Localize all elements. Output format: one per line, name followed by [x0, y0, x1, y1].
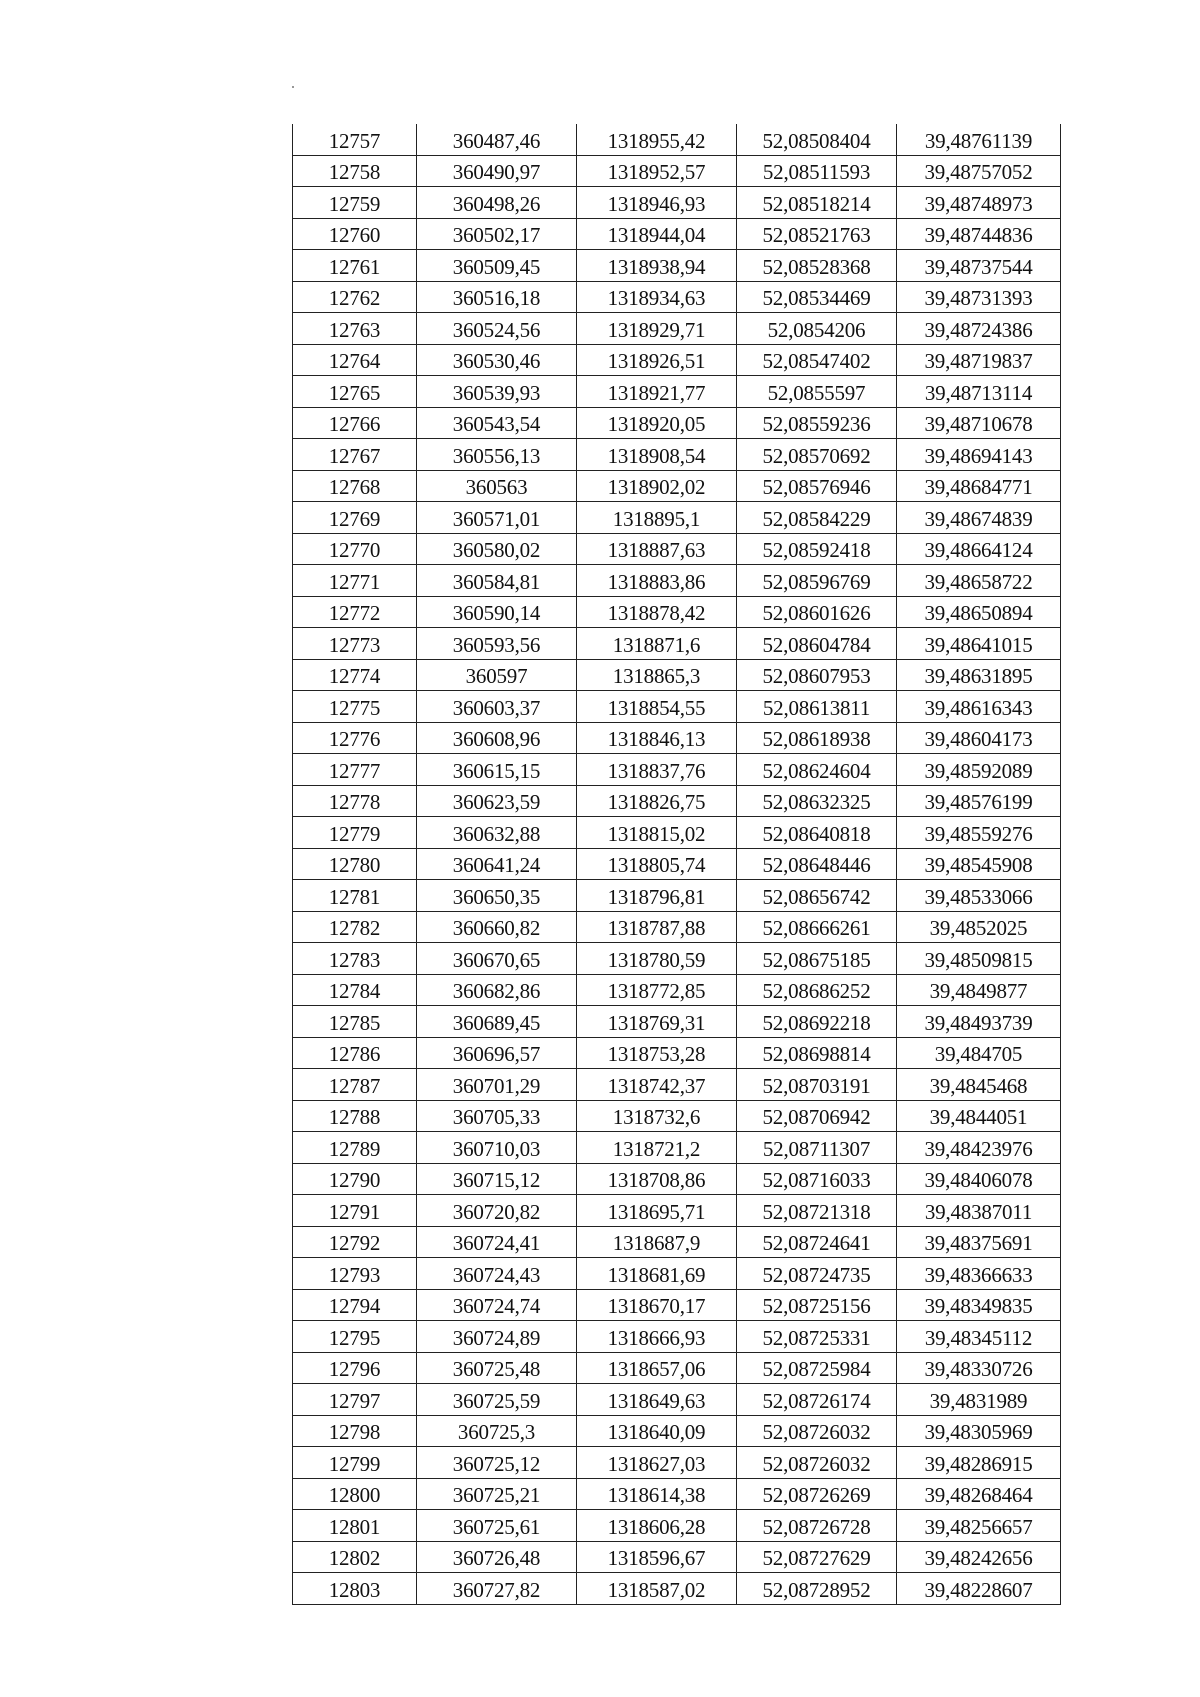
table-row [293, 1069, 1061, 1101]
table-row [293, 250, 1061, 282]
x-coordinate-cell: 360727,82 [417, 1573, 577, 1605]
point-number-cell: 12767 [293, 439, 417, 471]
longitude-cell: 39,484705 [897, 1037, 1061, 1069]
y-coordinate-cell: 1318614,38 [577, 1478, 737, 1510]
point-number-cell: 12762 [293, 281, 417, 313]
point-number-cell: 12768 [293, 470, 417, 502]
x-coordinate-cell: 360725,59 [417, 1384, 577, 1416]
latitude-cell: 52,08726032 [737, 1447, 897, 1479]
point-number-cell: 12759 [293, 187, 417, 219]
y-coordinate-cell: 1318732,6 [577, 1100, 737, 1132]
longitude-cell: 39,48256657 [897, 1510, 1061, 1542]
longitude-cell: 39,48748973 [897, 187, 1061, 219]
y-coordinate-cell: 1318787,88 [577, 911, 737, 943]
latitude-cell: 52,08726269 [737, 1478, 897, 1510]
coordinates-table [292, 124, 1061, 1605]
latitude-cell: 52,08716033 [737, 1163, 897, 1195]
table-row [293, 628, 1061, 660]
latitude-cell: 52,08648446 [737, 848, 897, 880]
longitude-cell: 39,48737544 [897, 250, 1061, 282]
table-row [293, 1415, 1061, 1447]
point-number-cell: 12795 [293, 1321, 417, 1353]
latitude-cell: 52,08584229 [737, 502, 897, 534]
x-coordinate-cell: 360725,12 [417, 1447, 577, 1479]
point-number-cell: 12798 [293, 1415, 417, 1447]
y-coordinate-cell: 1318887,63 [577, 533, 737, 565]
longitude-cell: 39,48713114 [897, 376, 1061, 408]
longitude-cell: 39,48345112 [897, 1321, 1061, 1353]
table-row [293, 911, 1061, 943]
longitude-cell: 39,48375691 [897, 1226, 1061, 1258]
longitude-cell: 39,48423976 [897, 1132, 1061, 1164]
latitude-cell: 52,08706942 [737, 1100, 897, 1132]
longitude-cell: 39,48559276 [897, 817, 1061, 849]
latitude-cell: 52,08576946 [737, 470, 897, 502]
table-row [293, 817, 1061, 849]
y-coordinate-cell: 1318708,86 [577, 1163, 737, 1195]
latitude-cell: 52,08534469 [737, 281, 897, 313]
y-coordinate-cell: 1318846,13 [577, 722, 737, 754]
table-row [293, 1006, 1061, 1038]
longitude-cell: 39,4849877 [897, 974, 1061, 1006]
point-number-cell: 12777 [293, 754, 417, 786]
longitude-cell: 39,48592089 [897, 754, 1061, 786]
point-number-cell: 12778 [293, 785, 417, 817]
y-coordinate-cell: 1318606,28 [577, 1510, 737, 1542]
x-coordinate-cell: 360498,26 [417, 187, 577, 219]
point-number-cell: 12787 [293, 1069, 417, 1101]
point-number-cell: 12773 [293, 628, 417, 660]
table-row [293, 533, 1061, 565]
x-coordinate-cell: 360725,48 [417, 1352, 577, 1384]
y-coordinate-cell: 1318796,81 [577, 880, 737, 912]
x-coordinate-cell: 360487,46 [417, 124, 577, 155]
longitude-cell: 39,48545908 [897, 848, 1061, 880]
table-row [293, 124, 1061, 155]
point-number-cell: 12782 [293, 911, 417, 943]
coordinates-table-container [292, 124, 1060, 1605]
y-coordinate-cell: 1318837,76 [577, 754, 737, 786]
longitude-cell: 39,48674839 [897, 502, 1061, 534]
latitude-cell: 52,08725331 [737, 1321, 897, 1353]
x-coordinate-cell: 360650,35 [417, 880, 577, 912]
x-coordinate-cell: 360710,03 [417, 1132, 577, 1164]
scan-speck [292, 86, 294, 88]
y-coordinate-cell: 1318920,05 [577, 407, 737, 439]
longitude-cell: 39,48724386 [897, 313, 1061, 345]
latitude-cell: 52,08632325 [737, 785, 897, 817]
table-row [293, 218, 1061, 250]
point-number-cell: 12770 [293, 533, 417, 565]
y-coordinate-cell: 1318687,9 [577, 1226, 737, 1258]
longitude-cell: 39,48242656 [897, 1541, 1061, 1573]
y-coordinate-cell: 1318902,02 [577, 470, 737, 502]
y-coordinate-cell: 1318780,59 [577, 943, 737, 975]
point-number-cell: 12775 [293, 691, 417, 723]
point-number-cell: 12766 [293, 407, 417, 439]
table-row [293, 1573, 1061, 1605]
latitude-cell: 52,08508404 [737, 124, 897, 155]
x-coordinate-cell: 360689,45 [417, 1006, 577, 1038]
x-coordinate-cell: 360603,37 [417, 691, 577, 723]
table-row [293, 1100, 1061, 1132]
y-coordinate-cell: 1318854,55 [577, 691, 737, 723]
x-coordinate-cell: 360556,13 [417, 439, 577, 471]
point-number-cell: 12790 [293, 1163, 417, 1195]
longitude-cell: 39,48228607 [897, 1573, 1061, 1605]
table-row [293, 754, 1061, 786]
longitude-cell: 39,48650894 [897, 596, 1061, 628]
latitude-cell: 52,08698814 [737, 1037, 897, 1069]
longitude-cell: 39,48616343 [897, 691, 1061, 723]
longitude-cell: 39,48631895 [897, 659, 1061, 691]
table-row [293, 376, 1061, 408]
y-coordinate-cell: 1318815,02 [577, 817, 737, 849]
x-coordinate-cell: 360724,89 [417, 1321, 577, 1353]
point-number-cell: 12781 [293, 880, 417, 912]
table-row [293, 313, 1061, 345]
table-row [293, 974, 1061, 1006]
longitude-cell: 39,48305969 [897, 1415, 1061, 1447]
table-row [293, 1195, 1061, 1227]
x-coordinate-cell: 360724,41 [417, 1226, 577, 1258]
x-coordinate-cell: 360530,46 [417, 344, 577, 376]
point-number-cell: 12757 [293, 124, 417, 155]
y-coordinate-cell: 1318666,93 [577, 1321, 737, 1353]
x-coordinate-cell: 360682,86 [417, 974, 577, 1006]
point-number-cell: 12794 [293, 1289, 417, 1321]
table-row [293, 1258, 1061, 1290]
x-coordinate-cell: 360623,59 [417, 785, 577, 817]
point-number-cell: 12779 [293, 817, 417, 849]
y-coordinate-cell: 1318670,17 [577, 1289, 737, 1321]
coordinates-table-body [293, 124, 1061, 1604]
y-coordinate-cell: 1318934,63 [577, 281, 737, 313]
latitude-cell: 52,08624604 [737, 754, 897, 786]
latitude-cell: 52,08570692 [737, 439, 897, 471]
x-coordinate-cell: 360608,96 [417, 722, 577, 754]
latitude-cell: 52,08726728 [737, 1510, 897, 1542]
longitude-cell: 39,48641015 [897, 628, 1061, 660]
x-coordinate-cell: 360490,97 [417, 155, 577, 187]
point-number-cell: 12784 [293, 974, 417, 1006]
latitude-cell: 52,08618938 [737, 722, 897, 754]
latitude-cell: 52,08721318 [737, 1195, 897, 1227]
point-number-cell: 12764 [293, 344, 417, 376]
longitude-cell: 39,48761139 [897, 124, 1061, 155]
table-row [293, 1321, 1061, 1353]
x-coordinate-cell: 360696,57 [417, 1037, 577, 1069]
longitude-cell: 39,48664124 [897, 533, 1061, 565]
x-coordinate-cell: 360516,18 [417, 281, 577, 313]
table-row [293, 1384, 1061, 1416]
table-row [293, 1478, 1061, 1510]
x-coordinate-cell: 360584,81 [417, 565, 577, 597]
longitude-cell: 39,48731393 [897, 281, 1061, 313]
y-coordinate-cell: 1318627,03 [577, 1447, 737, 1479]
table-row [293, 565, 1061, 597]
x-coordinate-cell: 360725,3 [417, 1415, 577, 1447]
latitude-cell: 52,08518214 [737, 187, 897, 219]
y-coordinate-cell: 1318657,06 [577, 1352, 737, 1384]
table-row [293, 1037, 1061, 1069]
longitude-cell: 39,48744836 [897, 218, 1061, 250]
point-number-cell: 12797 [293, 1384, 417, 1416]
table-row [293, 943, 1061, 975]
x-coordinate-cell: 360724,74 [417, 1289, 577, 1321]
table-row [293, 691, 1061, 723]
y-coordinate-cell: 1318878,42 [577, 596, 737, 628]
x-coordinate-cell: 360580,02 [417, 533, 577, 565]
latitude-cell: 52,08726174 [737, 1384, 897, 1416]
point-number-cell: 12783 [293, 943, 417, 975]
latitude-cell: 52,08711307 [737, 1132, 897, 1164]
latitude-cell: 52,08725984 [737, 1352, 897, 1384]
longitude-cell: 39,48576199 [897, 785, 1061, 817]
point-number-cell: 12786 [293, 1037, 417, 1069]
longitude-cell: 39,48387011 [897, 1195, 1061, 1227]
longitude-cell: 39,48533066 [897, 880, 1061, 912]
y-coordinate-cell: 1318805,74 [577, 848, 737, 880]
latitude-cell: 52,08521763 [737, 218, 897, 250]
latitude-cell: 52,08592418 [737, 533, 897, 565]
table-row [293, 596, 1061, 628]
point-number-cell: 12769 [293, 502, 417, 534]
point-number-cell: 12760 [293, 218, 417, 250]
y-coordinate-cell: 1318721,2 [577, 1132, 737, 1164]
y-coordinate-cell: 1318929,71 [577, 313, 737, 345]
y-coordinate-cell: 1318944,04 [577, 218, 737, 250]
y-coordinate-cell: 1318946,93 [577, 187, 737, 219]
latitude-cell: 52,08692218 [737, 1006, 897, 1038]
point-number-cell: 12774 [293, 659, 417, 691]
longitude-cell: 39,48684771 [897, 470, 1061, 502]
table-row [293, 1132, 1061, 1164]
longitude-cell: 39,48366633 [897, 1258, 1061, 1290]
table-row [293, 848, 1061, 880]
latitude-cell: 52,08703191 [737, 1069, 897, 1101]
x-coordinate-cell: 360724,43 [417, 1258, 577, 1290]
point-number-cell: 12772 [293, 596, 417, 628]
point-number-cell: 12771 [293, 565, 417, 597]
latitude-cell: 52,08656742 [737, 880, 897, 912]
latitude-cell: 52,08725156 [737, 1289, 897, 1321]
point-number-cell: 12799 [293, 1447, 417, 1479]
point-number-cell: 12803 [293, 1573, 417, 1605]
table-row [293, 155, 1061, 187]
y-coordinate-cell: 1318921,77 [577, 376, 737, 408]
y-coordinate-cell: 1318753,28 [577, 1037, 737, 1069]
point-number-cell: 12800 [293, 1478, 417, 1510]
table-row [293, 1289, 1061, 1321]
y-coordinate-cell: 1318908,54 [577, 439, 737, 471]
x-coordinate-cell: 360701,29 [417, 1069, 577, 1101]
latitude-cell: 52,08724735 [737, 1258, 897, 1290]
point-number-cell: 12758 [293, 155, 417, 187]
table-row [293, 1541, 1061, 1573]
x-coordinate-cell: 360597 [417, 659, 577, 691]
point-number-cell: 12763 [293, 313, 417, 345]
table-row [293, 659, 1061, 691]
latitude-cell: 52,08728952 [737, 1573, 897, 1605]
table-row [293, 407, 1061, 439]
point-number-cell: 12785 [293, 1006, 417, 1038]
point-number-cell: 12788 [293, 1100, 417, 1132]
x-coordinate-cell: 360720,82 [417, 1195, 577, 1227]
table-row [293, 187, 1061, 219]
table-row [293, 785, 1061, 817]
table-row [293, 722, 1061, 754]
latitude-cell: 52,0855597 [737, 376, 897, 408]
point-number-cell: 12793 [293, 1258, 417, 1290]
table-row [293, 439, 1061, 471]
point-number-cell: 12780 [293, 848, 417, 880]
x-coordinate-cell: 360590,14 [417, 596, 577, 628]
x-coordinate-cell: 360539,93 [417, 376, 577, 408]
x-coordinate-cell: 360502,17 [417, 218, 577, 250]
table-row [293, 344, 1061, 376]
latitude-cell: 52,08547402 [737, 344, 897, 376]
latitude-cell: 52,08607953 [737, 659, 897, 691]
y-coordinate-cell: 1318871,6 [577, 628, 737, 660]
longitude-cell: 39,48604173 [897, 722, 1061, 754]
latitude-cell: 52,08511593 [737, 155, 897, 187]
longitude-cell: 39,48330726 [897, 1352, 1061, 1384]
y-coordinate-cell: 1318681,69 [577, 1258, 737, 1290]
y-coordinate-cell: 1318772,85 [577, 974, 737, 1006]
table-row [293, 880, 1061, 912]
point-number-cell: 12792 [293, 1226, 417, 1258]
point-number-cell: 12802 [293, 1541, 417, 1573]
y-coordinate-cell: 1318640,09 [577, 1415, 737, 1447]
table-row [293, 502, 1061, 534]
table-row [293, 470, 1061, 502]
longitude-cell: 39,48710678 [897, 407, 1061, 439]
longitude-cell: 39,48349835 [897, 1289, 1061, 1321]
x-coordinate-cell: 360571,01 [417, 502, 577, 534]
x-coordinate-cell: 360632,88 [417, 817, 577, 849]
x-coordinate-cell: 360725,21 [417, 1478, 577, 1510]
table-row [293, 1447, 1061, 1479]
point-number-cell: 12776 [293, 722, 417, 754]
latitude-cell: 52,08601626 [737, 596, 897, 628]
x-coordinate-cell: 360641,24 [417, 848, 577, 880]
longitude-cell: 39,48493739 [897, 1006, 1061, 1038]
y-coordinate-cell: 1318952,57 [577, 155, 737, 187]
y-coordinate-cell: 1318955,42 [577, 124, 737, 155]
longitude-cell: 39,48509815 [897, 943, 1061, 975]
point-number-cell: 12789 [293, 1132, 417, 1164]
latitude-cell: 52,08726032 [737, 1415, 897, 1447]
y-coordinate-cell: 1318938,94 [577, 250, 737, 282]
x-coordinate-cell: 360543,54 [417, 407, 577, 439]
latitude-cell: 52,08559236 [737, 407, 897, 439]
y-coordinate-cell: 1318865,3 [577, 659, 737, 691]
y-coordinate-cell: 1318895,1 [577, 502, 737, 534]
y-coordinate-cell: 1318587,02 [577, 1573, 737, 1605]
longitude-cell: 39,4831989 [897, 1384, 1061, 1416]
latitude-cell: 52,08724641 [737, 1226, 897, 1258]
longitude-cell: 39,4844051 [897, 1100, 1061, 1132]
x-coordinate-cell: 360670,65 [417, 943, 577, 975]
y-coordinate-cell: 1318649,63 [577, 1384, 737, 1416]
point-number-cell: 12796 [293, 1352, 417, 1384]
longitude-cell: 39,48286915 [897, 1447, 1061, 1479]
y-coordinate-cell: 1318596,67 [577, 1541, 737, 1573]
longitude-cell: 39,4845468 [897, 1069, 1061, 1101]
latitude-cell: 52,08640818 [737, 817, 897, 849]
y-coordinate-cell: 1318742,37 [577, 1069, 737, 1101]
x-coordinate-cell: 360660,82 [417, 911, 577, 943]
x-coordinate-cell: 360725,61 [417, 1510, 577, 1542]
longitude-cell: 39,48719837 [897, 344, 1061, 376]
latitude-cell: 52,08666261 [737, 911, 897, 943]
table-row [293, 1226, 1061, 1258]
table-row [293, 1352, 1061, 1384]
x-coordinate-cell: 360615,15 [417, 754, 577, 786]
table-row [293, 1510, 1061, 1542]
y-coordinate-cell: 1318769,31 [577, 1006, 737, 1038]
latitude-cell: 52,08675185 [737, 943, 897, 975]
y-coordinate-cell: 1318926,51 [577, 344, 737, 376]
longitude-cell: 39,48757052 [897, 155, 1061, 187]
y-coordinate-cell: 1318695,71 [577, 1195, 737, 1227]
latitude-cell: 52,08604784 [737, 628, 897, 660]
x-coordinate-cell: 360563 [417, 470, 577, 502]
longitude-cell: 39,48406078 [897, 1163, 1061, 1195]
longitude-cell: 39,48658722 [897, 565, 1061, 597]
x-coordinate-cell: 360593,56 [417, 628, 577, 660]
table-row [293, 281, 1061, 313]
y-coordinate-cell: 1318826,75 [577, 785, 737, 817]
longitude-cell: 39,48694143 [897, 439, 1061, 471]
latitude-cell: 52,08528368 [737, 250, 897, 282]
latitude-cell: 52,08596769 [737, 565, 897, 597]
point-number-cell: 12761 [293, 250, 417, 282]
point-number-cell: 12791 [293, 1195, 417, 1227]
x-coordinate-cell: 360524,56 [417, 313, 577, 345]
latitude-cell: 52,08686252 [737, 974, 897, 1006]
latitude-cell: 52,08613811 [737, 691, 897, 723]
x-coordinate-cell: 360715,12 [417, 1163, 577, 1195]
latitude-cell: 52,0854206 [737, 313, 897, 345]
x-coordinate-cell: 360509,45 [417, 250, 577, 282]
longitude-cell: 39,4852025 [897, 911, 1061, 943]
y-coordinate-cell: 1318883,86 [577, 565, 737, 597]
x-coordinate-cell: 360726,48 [417, 1541, 577, 1573]
x-coordinate-cell: 360705,33 [417, 1100, 577, 1132]
latitude-cell: 52,08727629 [737, 1541, 897, 1573]
point-number-cell: 12801 [293, 1510, 417, 1542]
table-row [293, 1163, 1061, 1195]
longitude-cell: 39,48268464 [897, 1478, 1061, 1510]
point-number-cell: 12765 [293, 376, 417, 408]
